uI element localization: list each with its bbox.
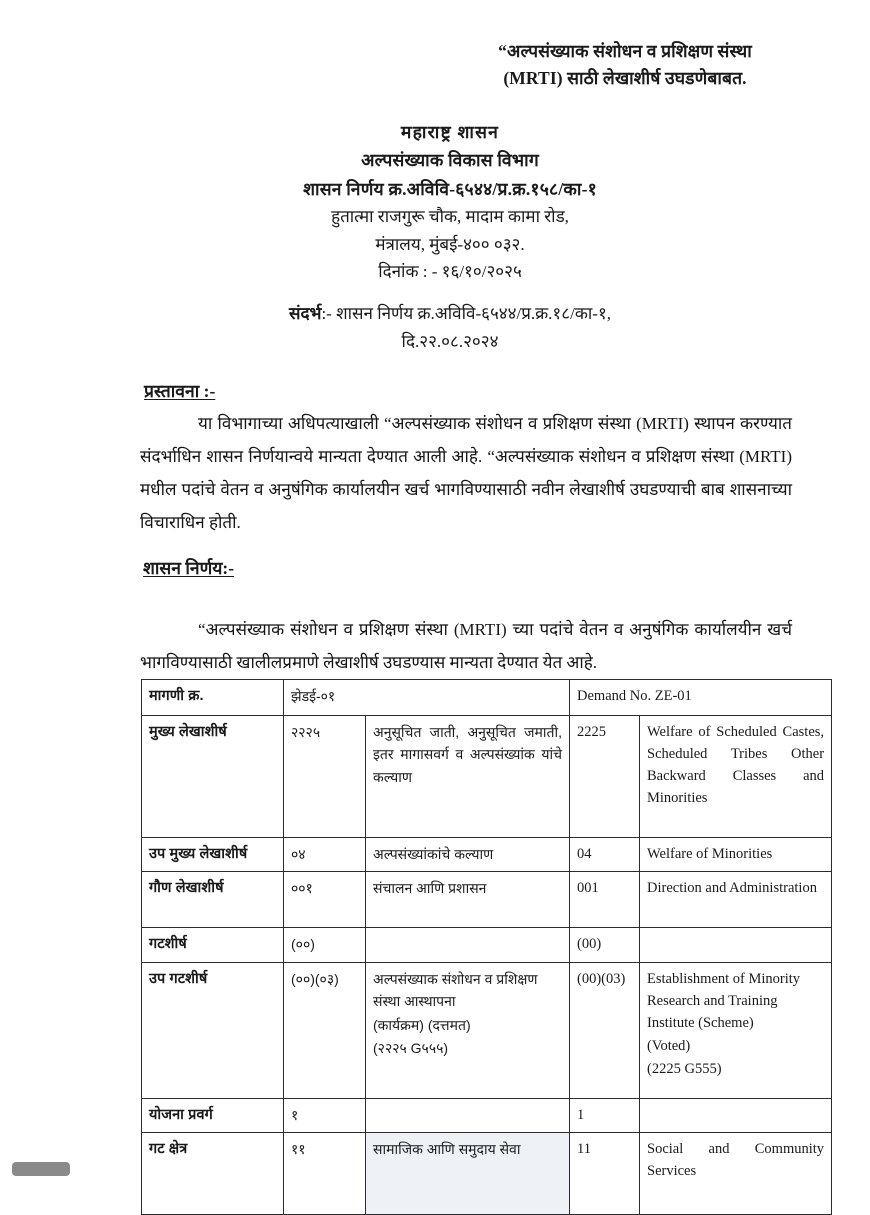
section-heading-shasan-nirnay: शासन निर्णय:-: [143, 558, 235, 578]
table-cell-code-en: 2225: [570, 716, 640, 838]
table-cell-desc-en: Social and Community Services: [640, 1133, 832, 1215]
govt-name: महाराष्ट्र शासन: [400, 122, 500, 142]
section-heading-prastavana: प्रस्तावना :-: [144, 381, 216, 401]
table-cell-code-en: 1: [570, 1098, 640, 1132]
govt-address-line-2: मंत्रालय, मुंबई-४०० ०३२.: [375, 234, 525, 254]
govt-address-line-1: हुतात्मा राजगुरू चौक, मादाम कामा रोड,: [331, 207, 569, 227]
table-cell-desc-en: [640, 1098, 832, 1132]
table-cell-desc-mr: अल्पसंख्यांकांचे कल्याण: [366, 838, 570, 872]
table-cell-label: मुख्य लेखाशीर्ष: [142, 716, 284, 838]
account-head-table: [141, 679, 832, 1215]
table-cell-code-mr: ११: [284, 1133, 366, 1215]
table-cell-desc-mr: [366, 1098, 570, 1132]
table-cell-label: गटशीर्ष: [142, 928, 284, 962]
desc-mr-line-3: (२२२५ G५५५): [373, 1039, 449, 1056]
table-cell-desc-en: Welfare of Scheduled Castes, Scheduled Tribes Other Backward Classes and Minorities: [640, 716, 832, 838]
table-row: [142, 1098, 832, 1132]
table-row: [142, 716, 832, 838]
table-cell-code-en: (00): [570, 928, 640, 962]
table-cell-desc-en: Welfare of Minorities: [640, 838, 832, 872]
desc-en-line-1: Establishment of Minority Research and Training Institute (Scheme): [647, 970, 801, 1031]
table-cell-code-mr: २२२५: [284, 716, 366, 838]
table-row: [142, 1133, 832, 1215]
table-cell-label: योजना प्रवर्ग: [142, 1098, 284, 1132]
table-cell-code-mr: १: [284, 1098, 366, 1132]
table-cell-demand-code-mr: झेडई-०१: [284, 680, 570, 716]
desc-en-line-2: (Voted): [647, 1037, 691, 1054]
desc-mr-line-1: अल्पसंख्याक संशोधन व प्रशिक्षण संस्था आस्थापना: [373, 970, 538, 1010]
table-row: [142, 928, 832, 962]
table-cell-desc-mr: संचालन आणि प्रशासन: [366, 872, 570, 928]
reference-text: :- शासन निर्णय क्र.अविवि-६५४४/प्र.क्र.१८/का-१,: [321, 304, 612, 323]
table-cell-code-en: 04: [570, 838, 640, 872]
document-subject: [430, 38, 820, 92]
reference-label: संदर्भ: [288, 304, 322, 323]
table-cell-code-en: 001: [570, 872, 640, 928]
table-cell-demand-en: Demand No. ZE-01: [570, 680, 832, 716]
subject-line-1: “अल्पसंख्याक संशोधन व प्रशिक्षण संस्था: [498, 41, 752, 61]
reference-block: [150, 300, 750, 356]
table-cell-desc-en: [640, 928, 832, 962]
table-cell-code-mr: (००): [284, 928, 366, 962]
table-cell-desc-mr: [366, 928, 570, 962]
table-row: [142, 962, 832, 1098]
table-cell-label: उप मुख्य लेखाशीर्ष: [142, 838, 284, 872]
reference-line-2: दि.२२.०८.२०२४: [401, 332, 499, 352]
table-row: [142, 680, 832, 716]
table-cell-desc-en: [640, 962, 832, 1098]
table-row: [142, 872, 832, 928]
table-cell-label: गौण लेखाशीर्ष: [142, 872, 284, 928]
table-cell-desc-en: Direction and Administration: [640, 872, 832, 928]
desc-mr-line-2: (कार्यक्रम) (दत्तमत): [373, 1016, 471, 1033]
table-cell-demand-label: मागणी क्र.: [142, 680, 284, 716]
table-cell-code-mr: ००१: [284, 872, 366, 928]
table-cell-code-en: 11: [570, 1133, 640, 1215]
paragraph-prastavana: या विभागाच्या अधिपत्याखाली “अल्पसंख्याक संशोधन व प्रशिक्षण संस्था (MRTI) स्थापन करण्यात संदर्भाधिन शासन निर्णयान्वये मान्यता देण्यात आली आहे. “अल्पसंख्याक संशोधन व प्रशिक्षण संस्था (MRTI) मधील पदांचे वेतन व अनुषंगिक कार्यालयीन खर्च भागविण्यासाठी नवीन लेखाशीर्ष उघडण्याची बाब शासनाच्या विचाराधिन होती.: [140, 414, 792, 533]
table-cell-label: उप गटशीर्ष: [142, 962, 284, 1098]
table-cell-code-en: (00)(03): [570, 962, 640, 1098]
govt-resolution-number: शासन निर्णय क्र.अविवि-६५४४/प्र.क्र.१५८/का-१: [303, 178, 597, 199]
table-cell-code-mr: (००)(०३): [284, 962, 366, 1098]
table-row: [142, 838, 832, 872]
desc-en-line-3: (2225 G555): [647, 1060, 722, 1077]
government-letterhead: [150, 118, 750, 286]
table-cell-desc-mr-highlighted: सामाजिक आणि समुदाय सेवा: [366, 1133, 570, 1215]
table-cell-desc-mr: [366, 962, 570, 1098]
subject-line-2: (MRTI) साठी लेखाशीर्ष उघडणेबाबत.: [503, 68, 747, 89]
table-cell-label: गट क्षेत्र: [142, 1133, 284, 1215]
bottom-scroll-indicator[interactable]: [12, 1162, 70, 1176]
govt-department: अल्पसंख्याक विकास विभाग: [361, 150, 539, 171]
govt-date: दिनांक : - १६/१०/२०२५: [378, 262, 522, 282]
table-cell-desc-mr: अनुसूचित जाती, अनुसूचित जमाती, इतर मागासवर्ग व अल्पसंख्यांक यांचे कल्याण: [366, 716, 570, 838]
paragraph-shasan-nirnay: “अल्पसंख्याक संशोधन व प्रशिक्षण संस्था (MRTI) च्या पदांचे वेतन व अनुषंगिक कार्यालयीन खर्च भागविण्यासाठी खालीलप्रमाणे लेखाशीर्ष उघडण्यास मान्यता देण्यात येत आहे.: [140, 620, 792, 673]
table-cell-code-mr: ०४: [284, 838, 366, 872]
reference-line-1: [150, 300, 750, 328]
